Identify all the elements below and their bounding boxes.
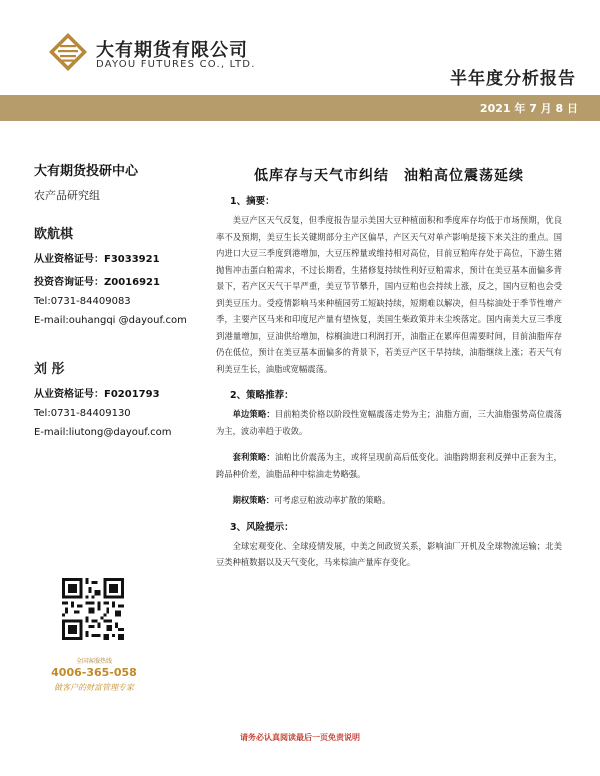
strategy-option: [216, 492, 562, 509]
qualification-number: 从业资格证号：F0201793: [34, 389, 160, 400]
hotline-label: 全国客服热线: [75, 658, 112, 665]
analyst-tel: Tel:0731-84409083: [34, 296, 131, 307]
analyst-email[interactable]: E-mail:ouhangqi @dayouf.com: [34, 315, 187, 326]
strategy-label: 单边策略：: [232, 409, 275, 419]
research-group: 农产品研究组: [34, 189, 100, 202]
summary-paragraph: 美豆产区天气反复，但季度报告显示美国大豆种植面积和季度库存均低于市场预期，优良率不及预期，美豆生长关键期部分主产区偏旱，产区天气对单产影响是接下来关注的重点。国内进口大豆三季度到港增加，大豆压榨量或维持相对高位，目前豆粕库存处于高位，下游生猪抛售冲击蛋白粕需求，不过长期看，生猪修复持续性利好豆粕需求，预计在美豆基本面偏多背景下，若产区天气干旱严重，美豆节节攀升，国内豆粕也会持续上涨，反之，国内豆粕也会受到美豆压力。受疫情影响马来种植园劳工短缺持续，短期难以解决，但马棕油处于季节性增产季，主要产区马来和印度尼产量有望恢复，美国生柴政策并未尘埃落定。国内南美大豆三季度到港量增加，豆油供给增加，棕榈油进口利润打开，油脂正在累库但需要时间，目前油脂库存仍在低位，预计在美豆基本面偏多的背景下，若美豆产区干旱持续，油脂继续上涨；若天气有利美豆生长，油脂或宽幅震荡。: [216, 215, 562, 374]
strategy-label: 套利策略：: [232, 452, 275, 462]
strategy-unilateral: [216, 406, 562, 439]
report-type: 半年度分析报告: [450, 69, 576, 89]
report-body: [216, 165, 562, 581]
strategy-text: 油粕比价震荡为主，或将呈现前高后低变化。油脂跨期套利反弹中正套为主，跨品种价差，油脂品种中棕油走势略强。: [216, 452, 562, 479]
hotline-number: 4006-365-058: [51, 666, 137, 679]
strategy-text: 目前粕类价格以阶段性宽幅震荡走势为主；油脂方面，三大油脂强势高位震荡为主，波动率趋于收敛。: [216, 409, 562, 436]
header-band: [0, 95, 600, 121]
section-strategy-heading: 2、策略推荐：: [230, 390, 294, 401]
disclaimer-note: 请务必认真阅读最后一页免责说明: [240, 733, 360, 742]
strategy-label: 期权策略：: [232, 495, 275, 505]
analyst-sidebar: [34, 160, 209, 438]
strategy-arbitrage: [216, 449, 562, 482]
research-center: 大有期货投研中心: [34, 164, 139, 179]
report-date: 2021 年 7 月 8 日: [479, 102, 578, 115]
analyst-name: 刘 彤: [34, 362, 65, 377]
strategy-text: 可考虑豆粕波动率扩散的策略。: [274, 495, 391, 505]
company-slogan: 做客户的财富管理专家: [54, 683, 134, 692]
section-summary-heading: 1、摘要：: [230, 196, 275, 207]
section-risk-heading: 3、风险提示：: [230, 521, 294, 533]
company-name-cn: 大有期货有限公司: [96, 40, 248, 61]
company-name-en: DAYOU FUTURES CO., LTD.: [96, 59, 256, 70]
report-title: 低库存与天气市纠结 油粕高位震荡延续: [254, 168, 524, 184]
qr-code-icon: [62, 578, 124, 640]
risk-paragraph: 全球宏观变化、全球疫情发展，中美之间政贸关系，影响油厂开机及全球物流运输；北美豆类种植数据以及天气变化，马来棕油产量库存变化。: [216, 540, 562, 567]
analyst-name: 欧航棋: [34, 227, 74, 242]
qualification-number: 从业资格证号：F3033921: [34, 254, 160, 265]
company-logo-icon: [48, 32, 88, 72]
analyst-email[interactable]: E-mail:liutong@dayouf.com: [34, 427, 172, 438]
analyst-tel: Tel:0731-84409130: [34, 408, 131, 419]
consult-number: 投资咨询证号：Z0016921: [34, 277, 160, 288]
